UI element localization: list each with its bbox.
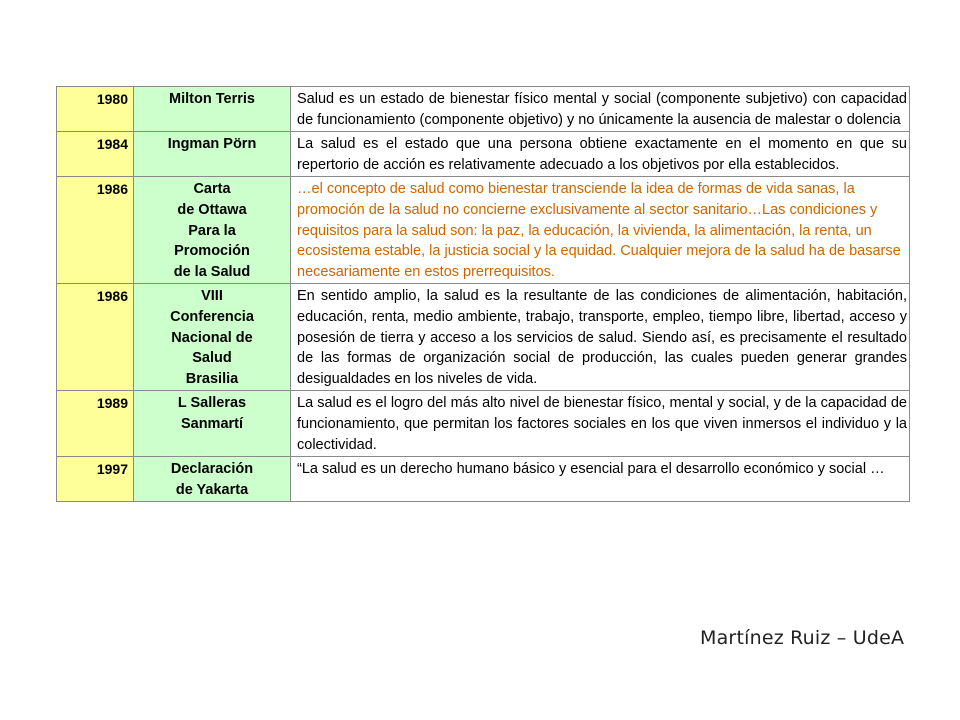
- author-line: Sanmartí: [180, 415, 244, 432]
- definition-cell: …el concepto de salud como bienestar transciende la idea de formas de vida sanas, la promoción de la salud no concierne exclusivamente al sector sanitario…Las condiciones y requisitos para la salud son: la paz, la educación, la vivienda, la alimentación, la renta, un ecosistema estable, la justicia social y la equidad. Cualquier mejora de la salud ha de basarse necesariamente en estos prerrequisitos.: [291, 177, 910, 284]
- author-line: VIII: [201, 288, 223, 305]
- author-line: de Yakarta: [175, 481, 249, 498]
- definition-cell: Salud es un estado de bienestar físico mental y social (componente subjetivo) con capacidad de funcionamiento (componente objetivo) y no únicamente la ausencia de malestar o dolencia: [291, 87, 910, 132]
- author-cell: [134, 177, 291, 284]
- table-row: [57, 391, 910, 457]
- table-row: [57, 457, 910, 502]
- table-row: [57, 284, 910, 391]
- definition-cell: La salud es el estado que una persona obtiene exactamente en el momento en que su repertorio de acción es relativamente adecuado a los objetivos por ella establecidos.: [291, 132, 910, 177]
- author-cell: [134, 457, 291, 502]
- author-line: Salud: [192, 350, 232, 367]
- table-body: [57, 87, 910, 502]
- author-line: Nacional de: [171, 329, 253, 346]
- definition-cell: La salud es el logro del más alto nivel de bienestar físico, mental y social, y de la capacidad de funcionamiento, que permitan los factores sociales en los que viven inmersos el individuo y la colectividad.: [291, 391, 910, 457]
- author-line: Conferencia: [170, 308, 254, 325]
- author-line: Brasilia: [185, 370, 239, 387]
- definition-cell: En sentido amplio, la salud es la resultante de las condiciones de alimentación, habitación, educación, renta, medio ambiente, trabajo, transporte, empleo, tiempo libre, libertad, acceso y posesión de tierra y acceso a los servicios de salud. Siendo así, es precisamente el resultado de las formas de organización social de producción, las cuales pueden generar grandes desigualdades en los niveles de vida.: [291, 284, 910, 391]
- year-cell: 1986: [57, 177, 134, 284]
- author-line: Milton Terris: [169, 91, 255, 107]
- year-cell: 1989: [57, 391, 134, 457]
- author-cell: [134, 284, 291, 391]
- year-cell: 1997: [57, 457, 134, 502]
- year-cell: 1980: [57, 87, 134, 132]
- author-line: de Ottawa: [177, 201, 247, 218]
- table-row: [57, 87, 910, 132]
- author-line: Carta: [193, 181, 231, 198]
- author-line: Para la: [188, 222, 236, 239]
- year-cell: 1984: [57, 132, 134, 177]
- author-line: Promoción: [174, 243, 250, 260]
- footer-credit: Martínez Ruiz – UdeA: [700, 627, 905, 649]
- author-cell: [134, 132, 291, 177]
- author-line: Ingman Pörn: [167, 136, 257, 153]
- author-cell: [134, 87, 291, 132]
- definition-cell: “La salud es un derecho humano básico y esencial para el desarrollo económico y social …: [291, 457, 910, 502]
- author-line: de la Salud: [173, 263, 251, 280]
- author-line: L Salleras: [177, 395, 247, 412]
- author-line: Declaración: [170, 461, 254, 478]
- health-definitions-table: [56, 86, 910, 502]
- table-row: [57, 177, 910, 284]
- year-cell: 1986: [57, 284, 134, 391]
- table-row: [57, 132, 910, 177]
- author-cell: [134, 391, 291, 457]
